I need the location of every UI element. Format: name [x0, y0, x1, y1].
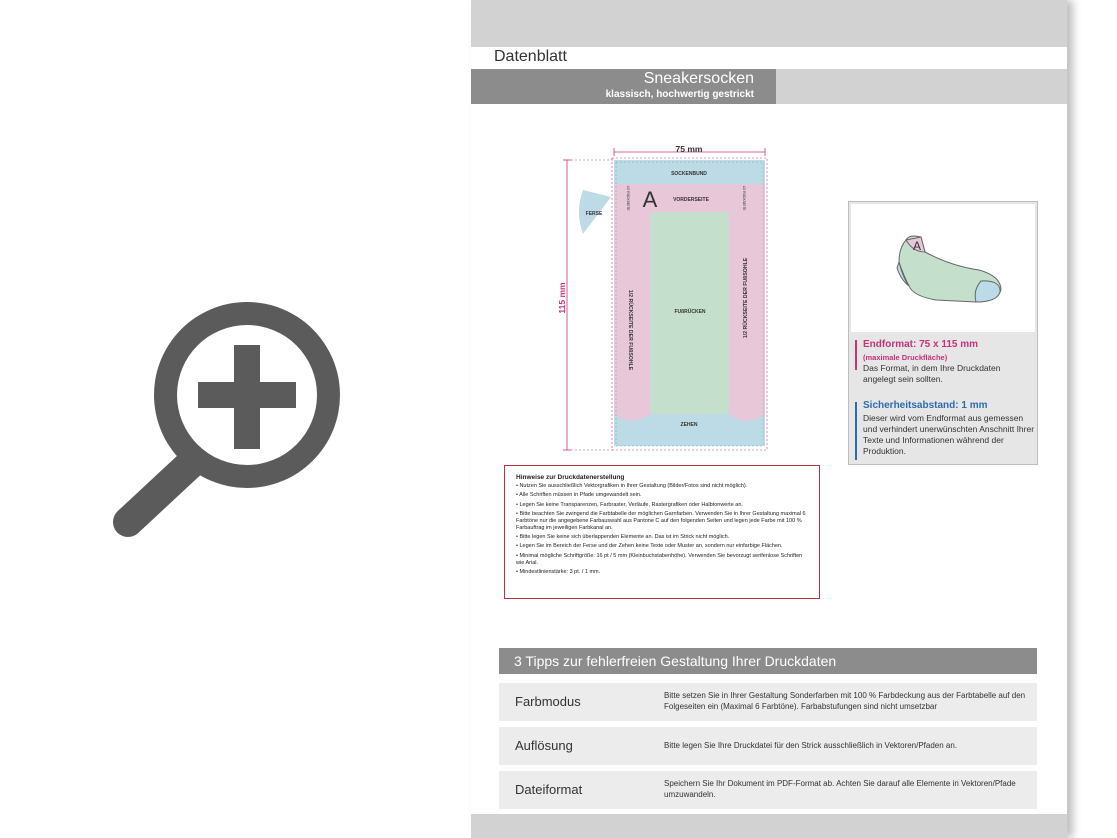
- page-top-band: [471, 0, 1067, 47]
- tip-row-color-mode: [499, 683, 1037, 721]
- product-format-info: [849, 332, 1037, 464]
- cuff-label: SOCKENBUND: [671, 171, 707, 177]
- print-data-notes: [504, 465, 820, 599]
- notes-item: • Minimal mögliche Schriftgröße: 16 pt / 5 mm (Kleinbuchstabenhöhe). Verwenden Sie bevorzugt serifenlose Schriften wie Arial.: [516, 552, 803, 566]
- sock-marker-letter: A: [912, 239, 922, 253]
- tip-label: Auflösung: [515, 738, 573, 753]
- tip-row-file-format: [499, 771, 1037, 809]
- sole-right-label: 1/2 RÜCKSEITE DER FUßSOHLE: [743, 257, 749, 339]
- sneaker-sock-illustration: [851, 204, 1035, 332]
- product-subtitle: klassisch, hochwertig gestrickt: [605, 89, 754, 100]
- notes-item: • Nutzen Sie ausschließlich Vektorgrafiken in Ihrer Gestaltung (Bilder/Fotos sind nicht möglich).: [516, 483, 748, 489]
- datasheet-tab: [471, 47, 591, 69]
- tip-text: Bitte setzen Sie in Ihrer Gestaltung Sonderfarben mit 100 % Farbdeckung aus der Farbtabelle auf den Folgeseiten ein (Maximal 6 Farbtöne). Farbabstufungen sind nicht umsetzbar: [664, 691, 1026, 711]
- endformat-text: Das Format, in dem Ihre Druckdaten angelegt sein sollten.: [863, 363, 1001, 384]
- page-bottom-band: [471, 814, 1067, 838]
- product-image: [851, 204, 1035, 332]
- instep-label: FUßRÜCKEN: [674, 309, 706, 315]
- sole-left-label: 1/2 RÜCKSEITE DER FUßSOHLE: [627, 289, 633, 371]
- title-box: [471, 69, 776, 104]
- endformat-subtitle: (maximale Druckfläche): [863, 353, 948, 362]
- datasheet-tab-label: Datenblatt: [494, 48, 567, 65]
- heel-label: FERSE: [585, 211, 603, 217]
- tip-text: Bitte legen Sie Ihre Druckdatei für den Strick ausschließlich in Vektoren/Pfaden an.: [664, 741, 958, 750]
- tip-row-resolution: [499, 727, 1037, 765]
- tip-label: Dateiformat: [515, 782, 583, 797]
- datasheet-page: [471, 0, 1067, 838]
- toes-label: ZEHEN: [680, 422, 698, 428]
- notes-item: • Bitte beachten Sie zwingend die Farbtabelle der möglichen Garnfarben. Verwenden Sie in Ihrer Gestaltung maximal 6 Farbtöne nur die angegebene Farbauswahl aus Pantone C auf den folgenden Seiten und legen jede Farbe mit 100 % Farbauftrag im jeweiligen Farbkanal an.: [516, 510, 806, 531]
- notes-item: • Mindestlinienstärke: 3 pt. / 1 mm.: [516, 568, 601, 575]
- product-info-box: [848, 201, 1038, 465]
- tips-header: [499, 648, 1037, 674]
- print-template-diagram: [551, 140, 791, 460]
- safety-title: Sicherheitsabstand: 1 mm: [863, 400, 988, 411]
- half-back-left-label: 1/2 RÜCKSEITE: [626, 185, 630, 211]
- tip-text: Speichern Sie Ihr Dokument im PDF-Format ab. Achten Sie darauf alle Elemente in Vektoren/Pfade umzuwandeln.: [664, 779, 1016, 799]
- safety-text: Dieser wird vom Endformat aus gemessen und verhindert unerwünschten Anschnitt Ihrer Texte und Informationen während der Produktion.: [863, 413, 1035, 456]
- notes-list: [516, 483, 812, 578]
- half-back-right-label: 1/2 RÜCKSEITE: [742, 185, 746, 211]
- height-dimension-label: 115 mm: [557, 282, 567, 314]
- marker-letter: A: [642, 187, 658, 212]
- zoom-in-icon[interactable]: [100, 290, 360, 550]
- endformat-title: Endformat: 75 x 115 mm: [863, 339, 979, 350]
- notes-item: • Legen Sie keine Transparenzen, Farbraster, Verläufe, Rastergrafiken oder Halbtonwerte an.: [516, 501, 743, 508]
- front-label: VORDERSEITE: [673, 197, 709, 203]
- notes-item: • Alle Schriften müssen in Pfade umgewandelt sein.: [516, 492, 642, 499]
- width-dimension-label: 75 mm: [675, 144, 703, 154]
- notes-title: Hinweise zur Druckdatenerstellung: [516, 474, 625, 481]
- tips-header-label: 3 Tipps zur fehlerfreien Gestaltung Ihrer Druckdaten: [514, 653, 837, 669]
- notes-item: • Legen Sie im Bereich der Ferse und der Zehen keine Texte oder Muster an, sondern nur einfarbige Flächen.: [516, 543, 783, 550]
- notes-item: • Bitte legen Sie keine sich überlappenden Elemente an. Das ist im Strick nicht möglich.: [516, 534, 730, 540]
- product-title: Sneakersocken: [643, 70, 754, 87]
- tip-label: Farbmodus: [515, 694, 581, 709]
